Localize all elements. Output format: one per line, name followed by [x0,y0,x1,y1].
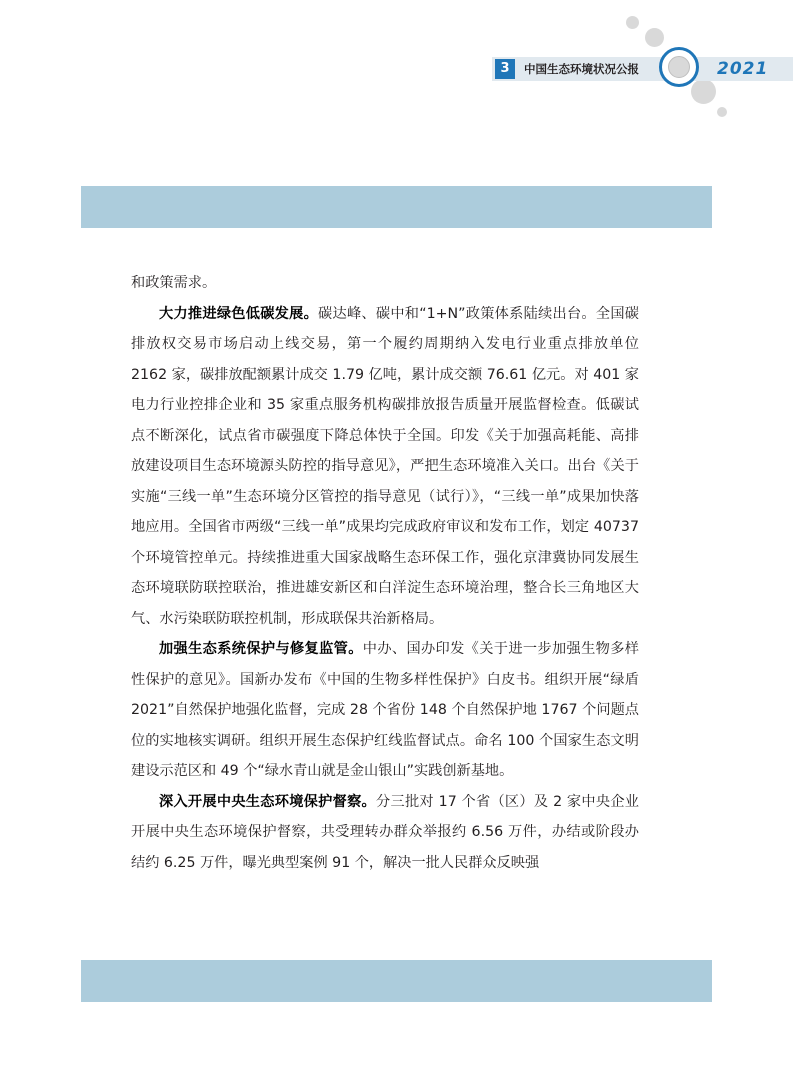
paragraph: 和政策需求。 [131,275,217,291]
bottom-content-bar [81,960,712,1002]
paragraph [131,787,639,879]
paragraph-heading: 加强生态系统保护与修复监管。 [159,641,363,657]
paragraph [131,634,639,787]
emblem-icon [659,47,699,87]
decorative-circle [626,16,639,29]
decorative-circle [645,28,664,47]
report-year: 2021 [717,59,769,79]
paragraph-text: 中办、国办印发《关于进一步加强生物多样性保护的意见》。国新办发布《中国的生物多样性保护》白皮书。组织开展“绿盾 2021”自然保护地强化监督，完成 28 个省份 148 个自然保护地 1767 个问题点位的实地核实调研。组织开展生态保护红线监督试点。命名 100 个国家生态文明建设示范区和 49 个“绿水青山就是金山银山”实践创新基地。 [131,641,639,779]
decorative-circle [717,107,727,117]
top-content-bar [81,186,712,228]
decorative-circle [691,79,716,104]
paragraph-heading: 大力推进绿色低碳发展。 [159,305,319,322]
paragraph-text: 分三批对 17 个省（区）及 2 家中央企业开展中央生态环境保护督察，共受理转办群众举报约 6.56 万件，办结或阶段办结约 6.25 万件，曝光典型案例 91 个，解决一批人民群众反映强 [131,793,639,871]
body-text [131,268,639,878]
report-title: 中国生态环境状况公报 [524,62,639,76]
chapter-number-badge: 3 [495,59,515,79]
paragraph-heading: 深入开展中央生态环境保护督察。 [159,793,377,810]
paragraph-text: 碳达峰、碳中和“1+N”政策体系陆续出台。全国碳排放权交易市场启动上线交易，第一个履约周期纳入发电行业重点排放单位 2162 家，碳排放配额累计成交 1.79 亿吨，累计成交额 76.61 亿元。对 401 家电力行业控排企业和 35 家重点服务机构碳排放报告质量开展监督检查。低碳试点不断深化，试点省市碳强度下降总体快于全国。印发《关于加强高耗能、高排放建设项目生态环境源头防控的指导意见》，严把生态环境准入关口。出台《关于实施“三线一单”生态环境分区管控的指导意见（试行）》，“三线一单”成果加快落地应用。全国省市两级“三线一单”成果均完成政府审议和发布工作，划定 40737 个环境管控单元。持续推进重大国家战略生态环保工作，强化京津冀协同发展生态环境联防联控联治，推进雄安新区和白洋淀生态环境治理，整合长三角地区大气、水污染联防联控机制，形成联保共治新格局。 [131,305,639,627]
paragraph [131,299,639,635]
